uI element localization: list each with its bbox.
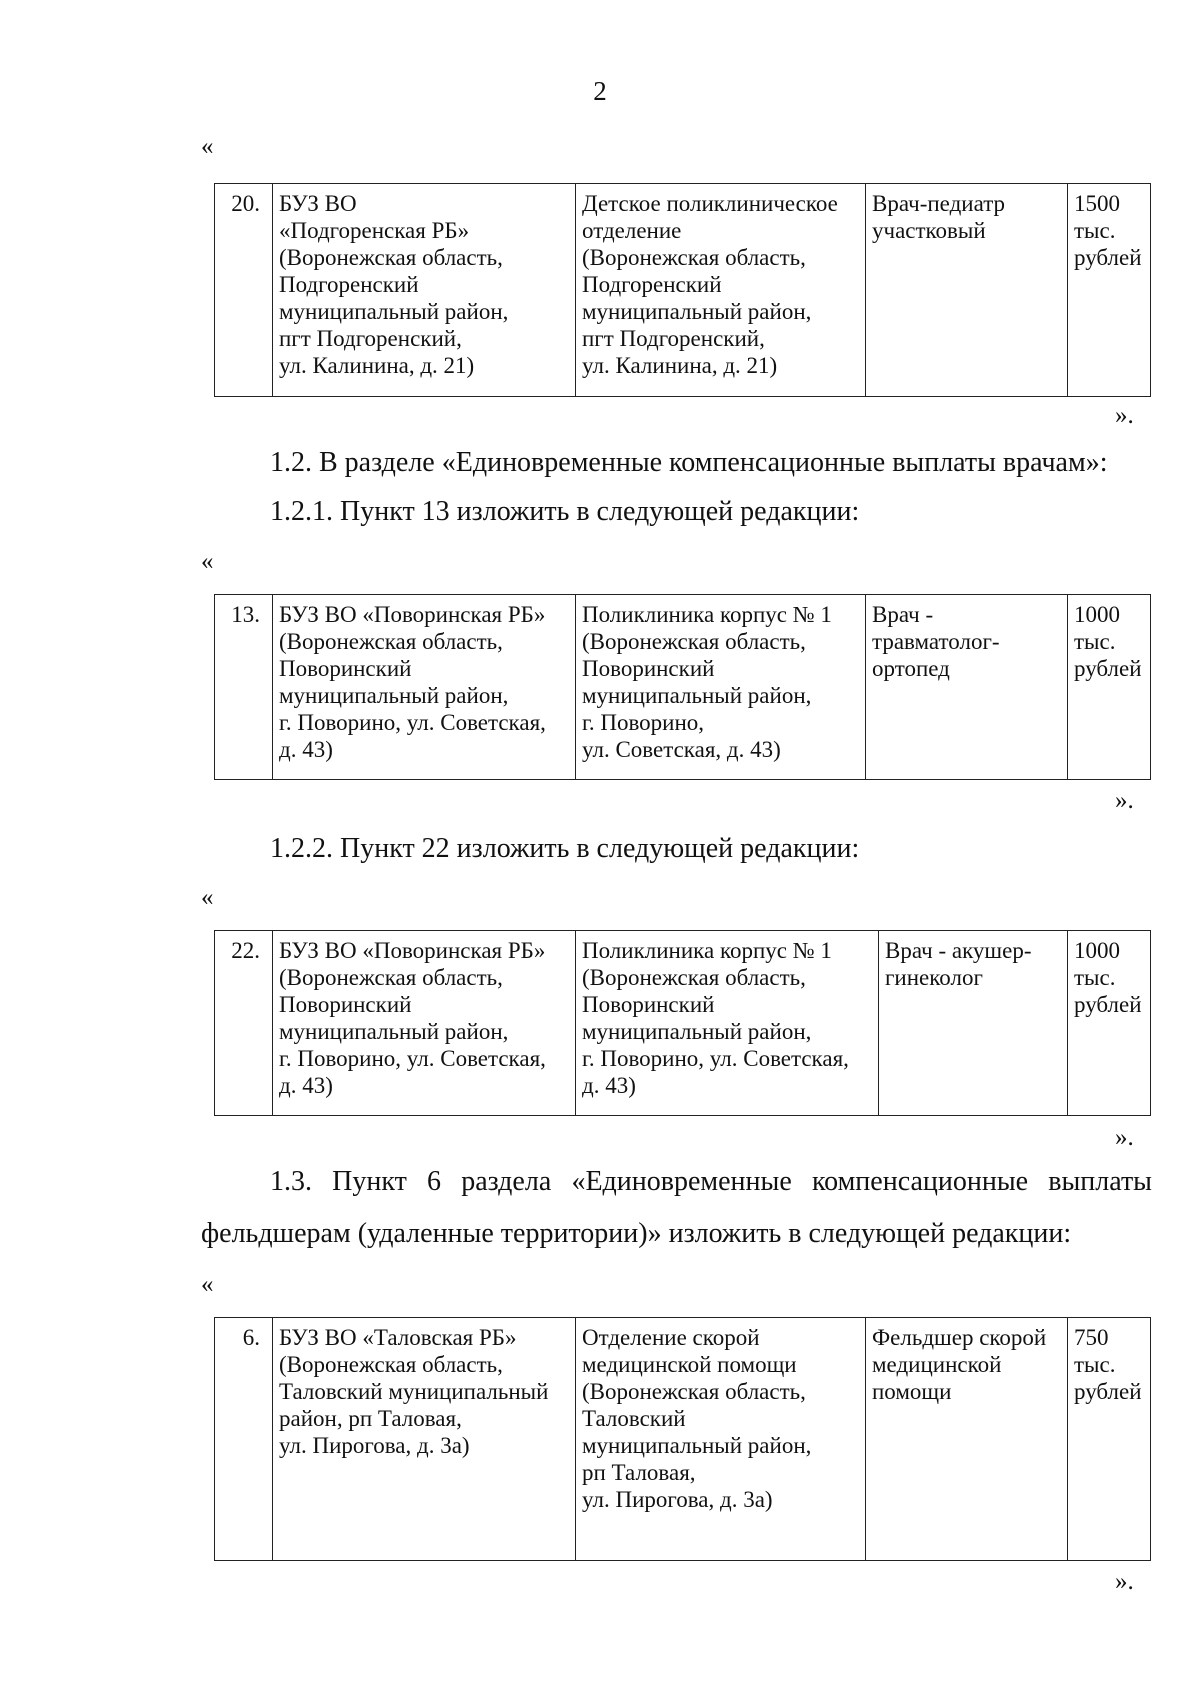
cell-amount: 1000 тыс. рублей xyxy=(1068,595,1151,780)
cell-position: Врач - акушер- гинеколог xyxy=(879,931,1068,1116)
table-item-13 xyxy=(214,594,1151,780)
word: выплаты xyxy=(1048,1166,1152,1197)
cell-number: 22. xyxy=(215,931,273,1116)
cell-department: Отделение скорой медицинской помощи (Воронежская область, Таловский муниципальный район, рп Таловая, ул. Пирогова, д. 3а) xyxy=(576,1318,866,1561)
cell-organization: БУЗ ВО «Поворинская РБ» (Воронежская область, Поворинский муниципальный район, г. Поворино, ул. Советская, д. 43) xyxy=(273,931,576,1116)
table-item-6 xyxy=(214,1317,1151,1561)
close-quote: ». xyxy=(1115,1568,1134,1595)
word: компенсационные xyxy=(811,1166,1029,1197)
paragraph-1-2: 1.2. В разделе «Единовременные компенсационные выплаты врачам»: xyxy=(270,447,1108,478)
paragraph-1-3-line2: фельдшерам (удаленные территории)» изложить в следующей редакции: xyxy=(201,1218,1072,1249)
paragraph-1-3-line1 xyxy=(270,1166,1152,1198)
table-row xyxy=(215,931,1151,1116)
cell-number: 20. xyxy=(215,184,273,397)
cell-amount: 1000 тыс. рублей xyxy=(1068,931,1151,1116)
cell-organization: БУЗ ВО «Подгоренская РБ» (Воронежская область, Подгоренский муниципальный район, пгт Подгоренский, ул. Калинина, д. 21) xyxy=(273,184,576,397)
close-quote: ». xyxy=(1115,402,1134,429)
open-quote: « xyxy=(201,133,214,160)
table-item-20 xyxy=(214,183,1151,397)
table-row xyxy=(215,184,1151,397)
close-quote: ». xyxy=(1115,787,1134,814)
cell-number: 13. xyxy=(215,595,273,780)
word: 6 xyxy=(427,1166,442,1197)
cell-amount: 1500 тыс. рублей xyxy=(1068,184,1151,397)
open-quote: « xyxy=(201,1271,214,1298)
page-number: 2 xyxy=(593,76,607,106)
word: 1.3. xyxy=(270,1166,312,1197)
word: раздела xyxy=(461,1166,552,1197)
cell-organization: БУЗ ВО «Поворинская РБ» (Воронежская область, Поворинский муниципальный район, г. Поворино, ул. Советская, д. 43) xyxy=(273,595,576,780)
open-quote: « xyxy=(201,548,214,575)
table-row xyxy=(215,1318,1151,1561)
paragraph-1-2-1: 1.2.1. Пункт 13 изложить в следующей редакции: xyxy=(270,496,860,527)
cell-organization: БУЗ ВО «Таловская РБ» (Воронежская область, Таловский муниципальный район, рп Таловая, ул. Пирогова, д. 3а) xyxy=(273,1318,576,1561)
cell-position: Фельдшер скорой медицинской помощи xyxy=(866,1318,1068,1561)
word: «Единовременные xyxy=(571,1166,792,1197)
cell-amount: 750 тыс. рублей xyxy=(1068,1318,1151,1561)
cell-position: Врач-педиатр участковый xyxy=(866,184,1068,397)
table-row xyxy=(215,595,1151,780)
word: Пункт xyxy=(332,1166,407,1197)
close-quote: ». xyxy=(1115,1124,1134,1151)
cell-position: Врач - травматолог- ортопед xyxy=(866,595,1068,780)
cell-department: Поликлиника корпус № 1 (Воронежская область, Поворинский муниципальный район, г. Поворино, ул. Советская, д. 43) xyxy=(576,931,879,1116)
cell-department: Поликлиника корпус № 1 (Воронежская область, Поворинский муниципальный район, г. Поворино, ул. Советская, д. 43) xyxy=(576,595,866,780)
paragraph-1-2-2: 1.2.2. Пункт 22 изложить в следующей редакции: xyxy=(270,833,860,864)
cell-number: 6. xyxy=(215,1318,273,1561)
open-quote: « xyxy=(201,884,214,911)
table-item-22 xyxy=(214,930,1151,1116)
cell-department: Детское поликлиническое отделение (Воронежская область, Подгоренский муниципальный район, пгт Подгоренский, ул. Калинина, д. 21) xyxy=(576,184,866,397)
